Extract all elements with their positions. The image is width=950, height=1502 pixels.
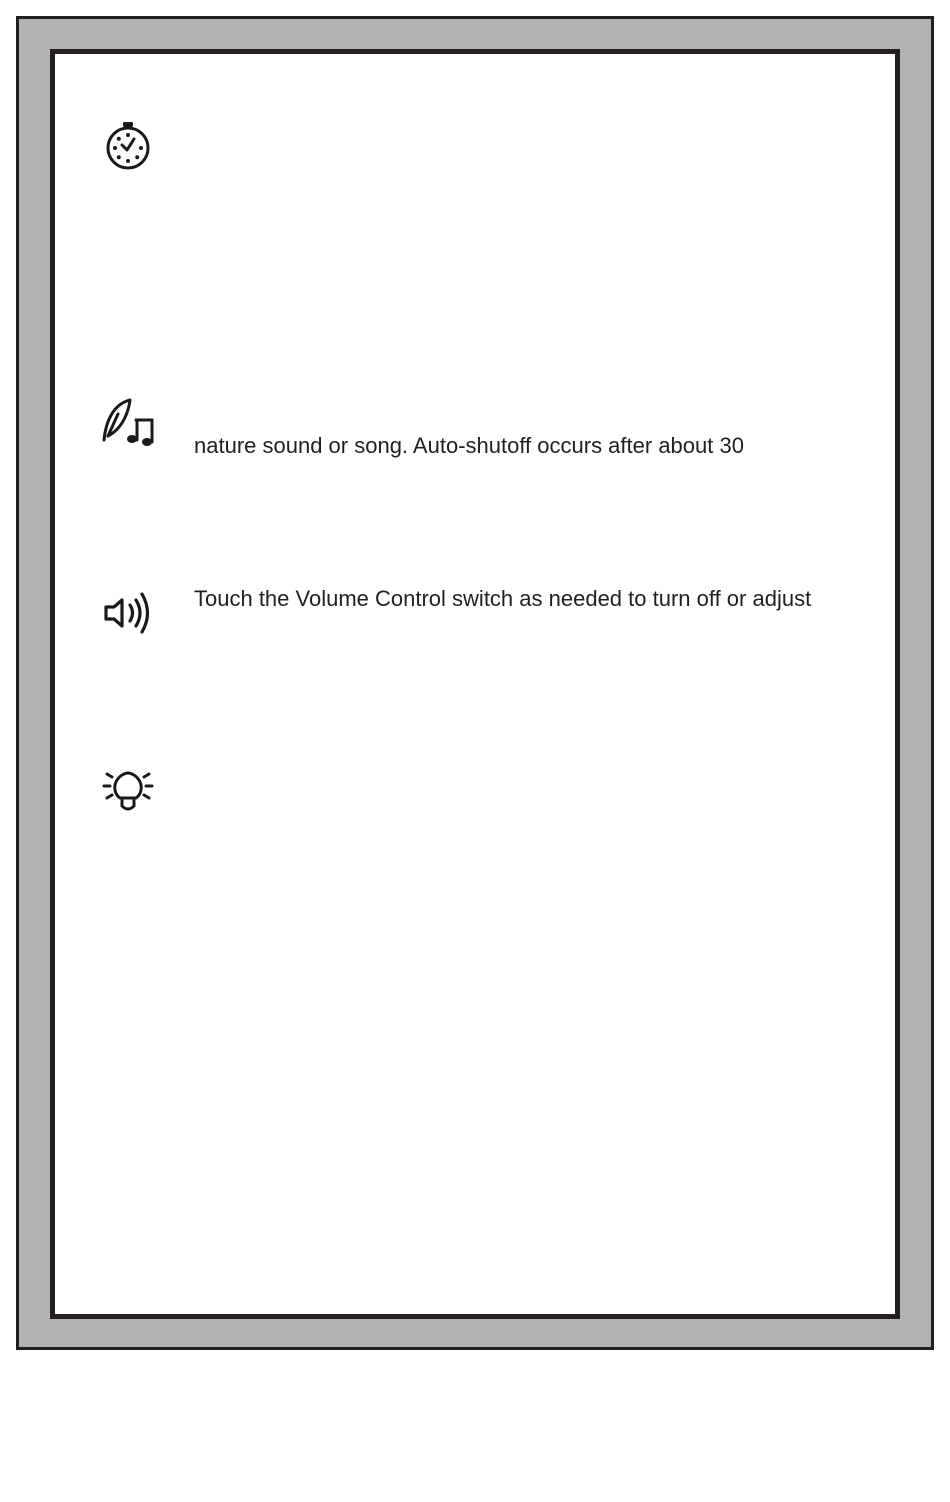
nature-sound-text: nature sound or song. Auto-shutoff occurs after about 30 [194, 433, 744, 458]
stopwatch-icon [100, 119, 156, 175]
volume-text: Touch the Volume Control switch as needed to turn off or adjust [194, 586, 812, 611]
speaker-volume-icon [100, 585, 156, 641]
content-panel [50, 49, 900, 1319]
leaf-music-note-icon [100, 396, 156, 452]
light-bulb-icon [100, 762, 156, 818]
